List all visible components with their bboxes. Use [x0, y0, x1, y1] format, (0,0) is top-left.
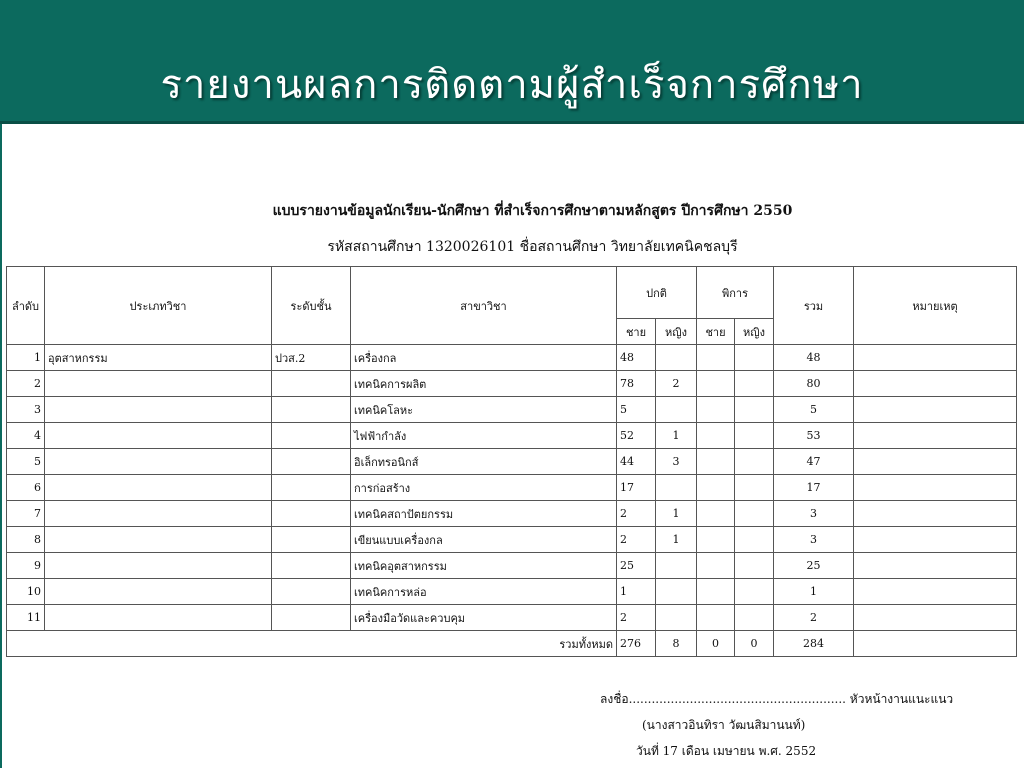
cell-total: 5 [774, 397, 854, 423]
cell-no: 11 [7, 605, 45, 631]
cell-remark [854, 345, 1017, 371]
cell-normal-female [656, 579, 697, 605]
cell-remark [854, 527, 1017, 553]
cell-disabled-male [697, 579, 735, 605]
header-normal-male: ชาย [617, 319, 656, 345]
cell-no: 9 [7, 553, 45, 579]
cell-disabled-male [697, 397, 735, 423]
cell-type [45, 579, 272, 605]
header-total: รวม [774, 267, 854, 345]
cell-disabled-male [697, 449, 735, 475]
slide-title: รายงานผลการติดตามผู้สำเร็จการศึกษา [160, 62, 864, 108]
cell-disabled-female [735, 501, 774, 527]
cell-normal-female [656, 605, 697, 631]
cell-normal-male: 2 [617, 501, 656, 527]
cell-total: 47 [774, 449, 854, 475]
cell-remark [854, 553, 1017, 579]
cell-type: อุตสาหกรรม [45, 345, 272, 371]
cell-disabled-male [697, 475, 735, 501]
cell-type [45, 397, 272, 423]
cell-normal-female: 3 [656, 449, 697, 475]
cell-major: เทคนิคการหล่อ [351, 579, 617, 605]
signature-date: วันที่ 17 เดือน เมษายน พ.ศ. 2552 [636, 744, 817, 758]
signatory-name: (นางสาวอินทิรา วัฒนสิมานนท์) [642, 718, 806, 732]
grand-total-remark [854, 631, 1017, 657]
grand-total: 284 [774, 631, 854, 657]
cell-type [45, 423, 272, 449]
grand-total-disabled-male: 0 [697, 631, 735, 657]
cell-disabled-female [735, 423, 774, 449]
cell-normal-female [656, 397, 697, 423]
cell-remark [854, 579, 1017, 605]
cell-disabled-male [697, 371, 735, 397]
header-type: ประเภทวิชา [45, 267, 272, 345]
cell-major: เครื่องกล [351, 345, 617, 371]
table-row [7, 501, 1017, 527]
cell-normal-male: 1 [617, 579, 656, 605]
cell-total: 53 [774, 423, 854, 449]
table-row [7, 449, 1017, 475]
cell-type [45, 553, 272, 579]
cell-normal-male: 52 [617, 423, 656, 449]
cell-type [45, 371, 272, 397]
cell-disabled-female [735, 345, 774, 371]
cell-normal-female: 1 [656, 527, 697, 553]
cell-disabled-male [697, 553, 735, 579]
cell-normal-male: 17 [617, 475, 656, 501]
cell-disabled-female [735, 527, 774, 553]
cell-disabled-male [697, 345, 735, 371]
cell-disabled-female [735, 397, 774, 423]
grand-total-normal-male: 276 [617, 631, 656, 657]
cell-normal-female: 1 [656, 423, 697, 449]
document-subtitle: รหัสสถานศึกษา 1320026101 ชื่อสถานศึกษา วิทยาลัยเทคนิคชลบุรี [327, 239, 738, 255]
cell-no: 6 [7, 475, 45, 501]
cell-remark [854, 423, 1017, 449]
cell-disabled-female [735, 605, 774, 631]
cell-no: 5 [7, 449, 45, 475]
cell-no: 10 [7, 579, 45, 605]
grand-total-normal-female: 8 [656, 631, 697, 657]
table-row [7, 371, 1017, 397]
header-level: ระดับชั้น [272, 267, 351, 345]
cell-type [45, 449, 272, 475]
cell-normal-female [656, 553, 697, 579]
cell-normal-female: 1 [656, 501, 697, 527]
table-header-row [7, 267, 1017, 319]
cell-type [45, 527, 272, 553]
cell-disabled-female [735, 553, 774, 579]
grand-total-disabled-female: 0 [735, 631, 774, 657]
header-normal: ปกติ [617, 267, 697, 319]
cell-normal-female [656, 475, 697, 501]
cell-level [272, 579, 351, 605]
cell-major: อิเล็กทรอนิกส์ [351, 449, 617, 475]
cell-remark [854, 397, 1017, 423]
header-normal-female: หญิง [656, 319, 697, 345]
document-title: แบบรายงานข้อมูลนักเรียน-นักศึกษา ที่สำเร็จการศึกษาตามหลักสูตร ปีการศึกษา 2550 [272, 203, 793, 219]
cell-normal-male: 78 [617, 371, 656, 397]
table-row [7, 527, 1017, 553]
grand-total-label: รวมทั้งหมด [7, 631, 617, 657]
cell-level [272, 371, 351, 397]
cell-level [272, 423, 351, 449]
cell-disabled-female [735, 475, 774, 501]
cell-normal-male: 48 [617, 345, 656, 371]
cell-level [272, 397, 351, 423]
header-major: สาขาวิชา [351, 267, 617, 345]
header-remark: หมายเหตุ [854, 267, 1017, 345]
cell-normal-male: 2 [617, 527, 656, 553]
cell-remark [854, 605, 1017, 631]
grand-total-row [7, 631, 1017, 657]
cell-disabled-female [735, 579, 774, 605]
cell-level [272, 475, 351, 501]
cell-total: 3 [774, 527, 854, 553]
header-disabled-male: ชาย [697, 319, 735, 345]
cell-major: การก่อสร้าง [351, 475, 617, 501]
cell-normal-male: 5 [617, 397, 656, 423]
cell-type [45, 605, 272, 631]
cell-type [45, 475, 272, 501]
cell-major: เทคนิคการผลิต [351, 371, 617, 397]
cell-type [45, 501, 272, 527]
table-row [7, 579, 1017, 605]
cell-no: 8 [7, 527, 45, 553]
cell-no: 3 [7, 397, 45, 423]
header-no: ลำดับ [7, 267, 45, 345]
cell-level [272, 553, 351, 579]
table-row [7, 475, 1017, 501]
cell-remark [854, 371, 1017, 397]
cell-disabled-male [697, 527, 735, 553]
cell-disabled-female [735, 371, 774, 397]
cell-disabled-male [697, 423, 735, 449]
cell-major: เขียนแบบเครื่องกล [351, 527, 617, 553]
slide-header [0, 0, 1024, 124]
cell-remark [854, 475, 1017, 501]
cell-disabled-female [735, 449, 774, 475]
cell-major: เทคนิคสถาปัตยกรรม [351, 501, 617, 527]
header-disabled-female: หญิง [735, 319, 774, 345]
cell-no: 4 [7, 423, 45, 449]
graduate-report-table [6, 266, 1017, 657]
cell-total: 3 [774, 501, 854, 527]
cell-remark [854, 449, 1017, 475]
cell-level: ปวส.2 [272, 345, 351, 371]
cell-level [272, 501, 351, 527]
cell-total: 25 [774, 553, 854, 579]
cell-normal-female: 2 [656, 371, 697, 397]
cell-normal-male: 44 [617, 449, 656, 475]
cell-total: 1 [774, 579, 854, 605]
cell-total: 80 [774, 371, 854, 397]
cell-no: 1 [7, 345, 45, 371]
cell-total: 17 [774, 475, 854, 501]
table-row [7, 553, 1017, 579]
cell-normal-female [656, 345, 697, 371]
cell-total: 48 [774, 345, 854, 371]
cell-no: 2 [7, 371, 45, 397]
cell-major: เทคนิคโลหะ [351, 397, 617, 423]
cell-remark [854, 501, 1017, 527]
cell-normal-male: 2 [617, 605, 656, 631]
cell-level [272, 449, 351, 475]
cell-no: 7 [7, 501, 45, 527]
table-row [7, 605, 1017, 631]
cell-level [272, 527, 351, 553]
cell-disabled-male [697, 605, 735, 631]
cell-major: เทคนิคอุตสาหกรรม [351, 553, 617, 579]
table-row [7, 345, 1017, 371]
cell-normal-male: 25 [617, 553, 656, 579]
signature-line: ลงชื่อ......................................................... หัวหน้างานแนะแนว [600, 692, 954, 706]
cell-level [272, 605, 351, 631]
cell-total: 2 [774, 605, 854, 631]
cell-disabled-male [697, 501, 735, 527]
cell-major: เครื่องมือวัดและควบคุม [351, 605, 617, 631]
table-row [7, 423, 1017, 449]
cell-major: ไฟฟ้ากำลัง [351, 423, 617, 449]
header-disabled: พิการ [697, 267, 774, 319]
table-row [7, 397, 1017, 423]
